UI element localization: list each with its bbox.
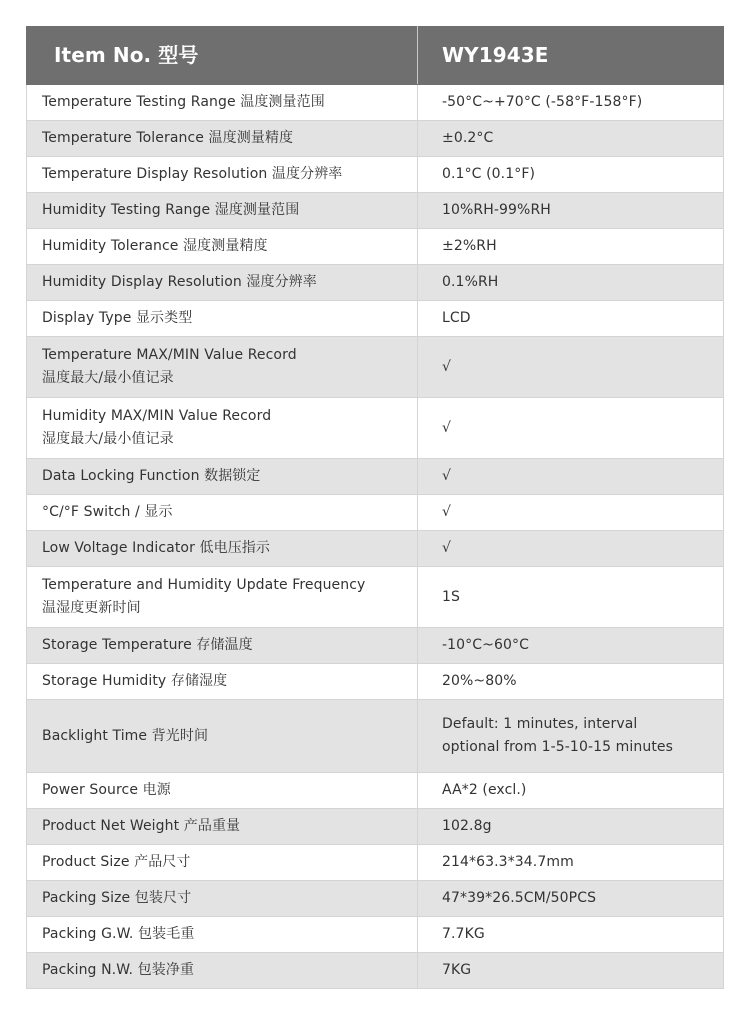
spec-label-line: Humidity Testing Range 湿度测量范围 (42, 202, 300, 218)
spec-value-line: 20%~80% (442, 673, 517, 689)
spec-body (27, 85, 724, 989)
spec-value-line: 10%RH-99%RH (442, 202, 551, 218)
spec-label-line: Low Voltage Indicator 低电压指示 (42, 540, 270, 556)
item-no-value: WY1943E (418, 27, 724, 85)
spec-value-line: 47*39*26.5CM/50PCS (442, 890, 597, 906)
spec-value-line: -10°C~60°C (442, 637, 529, 653)
spec-value-line: LCD (442, 310, 471, 326)
spec-value-line: ±2%RH (442, 238, 497, 254)
spec-value (418, 301, 724, 337)
table-header-row (27, 27, 724, 85)
spec-value (418, 459, 724, 495)
spec-label-line: 湿度最大/最小值记录 (42, 431, 174, 447)
spec-value-line: 7.7KG (442, 926, 485, 942)
table-row (27, 809, 724, 845)
table-row (27, 495, 724, 531)
table-row (27, 229, 724, 265)
spec-label-line: Product Size 产品尺寸 (42, 854, 191, 870)
spec-value-line: 0.1%RH (442, 274, 499, 290)
spec-label (27, 157, 418, 193)
spec-value-line: √ (442, 419, 452, 436)
table-row (27, 953, 724, 989)
table-row (27, 845, 724, 881)
spec-value-line: -50°C~+70°C (-58°F-158°F) (442, 94, 643, 110)
spec-value (418, 773, 724, 809)
table-row (27, 121, 724, 157)
spec-value (418, 809, 724, 845)
table-row (27, 157, 724, 193)
spec-value (418, 157, 724, 193)
spec-value (418, 917, 724, 953)
spec-value (418, 193, 724, 229)
spec-label-line: Temperature Tolerance 温度测量精度 (42, 130, 294, 146)
spec-label-line: Packing N.W. 包装净重 (42, 962, 195, 978)
spec-label (27, 337, 418, 398)
table-row (27, 664, 724, 700)
spec-value-line: 102.8g (442, 818, 492, 834)
spec-value (418, 265, 724, 301)
spec-label (27, 953, 418, 989)
spec-label-line: Humidity Display Resolution 湿度分辨率 (42, 274, 317, 290)
table-row (27, 265, 724, 301)
spec-value-line: 7KG (442, 962, 472, 978)
spec-value-line: √ (442, 468, 452, 484)
spec-value (418, 121, 724, 157)
table-row (27, 301, 724, 337)
table-row (27, 531, 724, 567)
table-row (27, 700, 724, 773)
spec-value-line: √ (442, 358, 452, 375)
spec-label (27, 881, 418, 917)
spec-value (418, 495, 724, 531)
table-row (27, 881, 724, 917)
spec-label (27, 495, 418, 531)
spec-label-line: Temperature and Humidity Update Frequency (42, 577, 366, 593)
spec-value-line: Default: 1 minutes, interval (442, 716, 638, 732)
table-row (27, 628, 724, 664)
spec-label-line: Backlight Time 背光时间 (42, 727, 209, 744)
item-no-label: Item No. 型号 (27, 27, 418, 85)
spec-value (418, 531, 724, 567)
spec-label-line: Humidity Tolerance 湿度测量精度 (42, 238, 268, 254)
spec-label (27, 809, 418, 845)
spec-label-line: Temperature MAX/MIN Value Record (42, 347, 297, 363)
table-row (27, 337, 724, 398)
spec-label (27, 567, 418, 628)
spec-label (27, 628, 418, 664)
spec-value-line: 214*63.3*34.7mm (442, 854, 574, 870)
spec-label (27, 398, 418, 459)
spec-label-line: 温度最大/最小值记录 (42, 370, 174, 386)
spec-value-line: ±0.2°C (442, 130, 494, 146)
spec-label (27, 700, 418, 773)
spec-value (418, 700, 724, 773)
spec-value-line: √ (442, 504, 452, 520)
spec-label-line: Packing Size 包装尺寸 (42, 890, 192, 906)
spec-label-line: Power Source 电源 (42, 782, 171, 798)
table-row (27, 917, 724, 953)
spec-label (27, 459, 418, 495)
spec-value-line: 0.1°C (0.1°F) (442, 166, 536, 182)
spec-label-line: Data Locking Function 数据锁定 (42, 468, 261, 484)
spec-value (418, 229, 724, 265)
spec-label-line: °C/°F Switch / 显示 (42, 504, 173, 520)
spec-value-line: 1S (442, 588, 460, 605)
spec-label (27, 917, 418, 953)
spec-label-line: Packing G.W. 包装毛重 (42, 926, 195, 942)
table-row (27, 398, 724, 459)
spec-value (418, 845, 724, 881)
spec-label-line: Humidity MAX/MIN Value Record (42, 408, 272, 424)
spec-label (27, 664, 418, 700)
spec-label (27, 229, 418, 265)
spec-label-line: Temperature Testing Range 温度测量范围 (42, 94, 325, 110)
spec-table (26, 26, 724, 989)
spec-value (418, 881, 724, 917)
spec-label (27, 121, 418, 157)
spec-value (418, 953, 724, 989)
spec-value (418, 628, 724, 664)
spec-label-line: Storage Temperature 存储温度 (42, 637, 253, 653)
spec-label (27, 85, 418, 121)
spec-label (27, 773, 418, 809)
table-row (27, 459, 724, 495)
spec-label (27, 845, 418, 881)
spec-label-line: 温湿度更新时间 (42, 600, 141, 616)
table-row (27, 85, 724, 121)
spec-value-line: optional from 1-5-10-15 minutes (442, 739, 674, 755)
spec-value (418, 664, 724, 700)
spec-label-line: Display Type 显示类型 (42, 310, 193, 326)
table-row (27, 773, 724, 809)
spec-label (27, 265, 418, 301)
spec-label-line: Storage Humidity 存储湿度 (42, 673, 228, 689)
table-row (27, 567, 724, 628)
spec-label (27, 193, 418, 229)
spec-value (418, 337, 724, 398)
spec-value-line: √ (442, 540, 452, 556)
table-row (27, 193, 724, 229)
spec-label (27, 531, 418, 567)
spec-value-line: AA*2 (excl.) (442, 782, 527, 798)
spec-label-line: Product Net Weight 产品重量 (42, 818, 241, 834)
spec-label (27, 301, 418, 337)
spec-value (418, 85, 724, 121)
spec-value (418, 567, 724, 628)
spec-label-line: Temperature Display Resolution 温度分辨率 (42, 166, 343, 182)
spec-value (418, 398, 724, 459)
